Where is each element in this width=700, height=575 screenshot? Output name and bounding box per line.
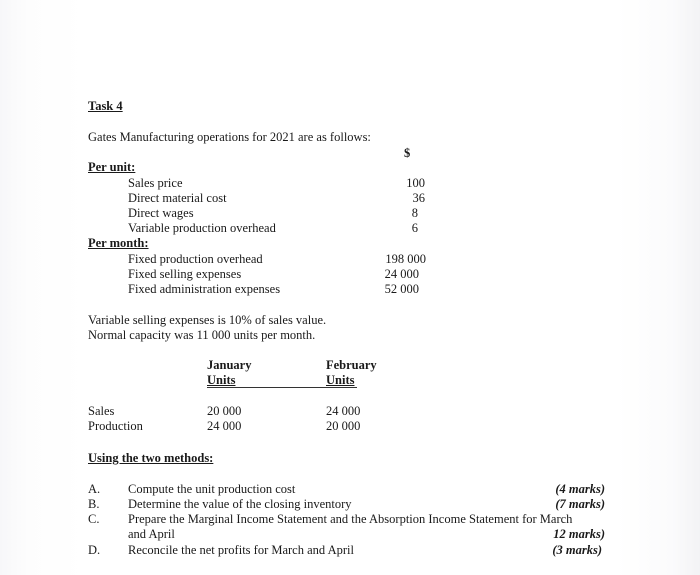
question-text-continued: and April (128, 527, 175, 541)
intro-text: Gates Manufacturing operations for 2021 are as follows: (88, 130, 371, 144)
question-marks: (4 marks) (555, 482, 605, 496)
table-row-label: Production (88, 419, 143, 433)
per-unit-label: Direct material cost (128, 191, 227, 205)
question-marks: (3 marks) (552, 543, 602, 557)
table-cell: 24 000 (207, 419, 242, 433)
column-header-month: February (326, 358, 377, 372)
per-month-value: 24 000 (384, 267, 419, 281)
question-letter: C. (88, 512, 100, 526)
per-month-label: Fixed selling expenses (128, 267, 242, 281)
note-line: Normal capacity was 11 000 units per month. (88, 328, 316, 342)
question-text: Prepare the Marginal Income Statement and the Absorption Income Statement for March (128, 512, 573, 526)
column-header-unit: Units (207, 373, 236, 387)
per-unit-heading: Per unit: (88, 160, 136, 174)
table-row-label: Sales (88, 404, 115, 418)
question-letter: B. (88, 497, 100, 511)
per-month-label: Fixed production overhead (128, 252, 263, 266)
table-cell: 20 000 (207, 404, 242, 418)
per-month-label: Fixed administration expenses (128, 282, 281, 296)
question-letter: A. (88, 482, 101, 496)
per-unit-value: 36 (412, 191, 425, 205)
per-unit-label: Direct wages (128, 206, 194, 220)
question-text: Compute the unit production cost (128, 482, 296, 496)
task-title: Task 4 (88, 99, 123, 113)
question-marks: 12 marks) (553, 527, 605, 541)
question-letter: D. (88, 543, 101, 557)
question-marks: (7 marks) (555, 497, 605, 511)
per-unit-label: Sales price (128, 176, 183, 190)
per-unit-value: 6 (411, 221, 418, 235)
per-month-value: 198 000 (385, 252, 426, 266)
table-header-divider (207, 387, 357, 388)
column-header-unit: Units (326, 373, 355, 387)
note-line: Variable selling expenses is 10% of sales value. (88, 313, 327, 327)
per-month-value: 52 000 (384, 282, 419, 296)
per-unit-value: 8 (411, 206, 418, 220)
per-unit-value: 100 (406, 176, 425, 190)
currency-header: $ (404, 146, 411, 160)
methods-heading: Using the two methods: (88, 451, 214, 465)
question-text: Determine the value of the closing inventory (128, 497, 352, 511)
table-cell: 24 000 (326, 404, 361, 418)
per-unit-label: Variable production overhead (128, 221, 276, 235)
column-header-month: January (207, 358, 252, 372)
per-month-heading: Per month: (88, 236, 149, 250)
question-text: Reconcile the net profits for March and April (128, 543, 354, 557)
table-cell: 20 000 (326, 419, 361, 433)
